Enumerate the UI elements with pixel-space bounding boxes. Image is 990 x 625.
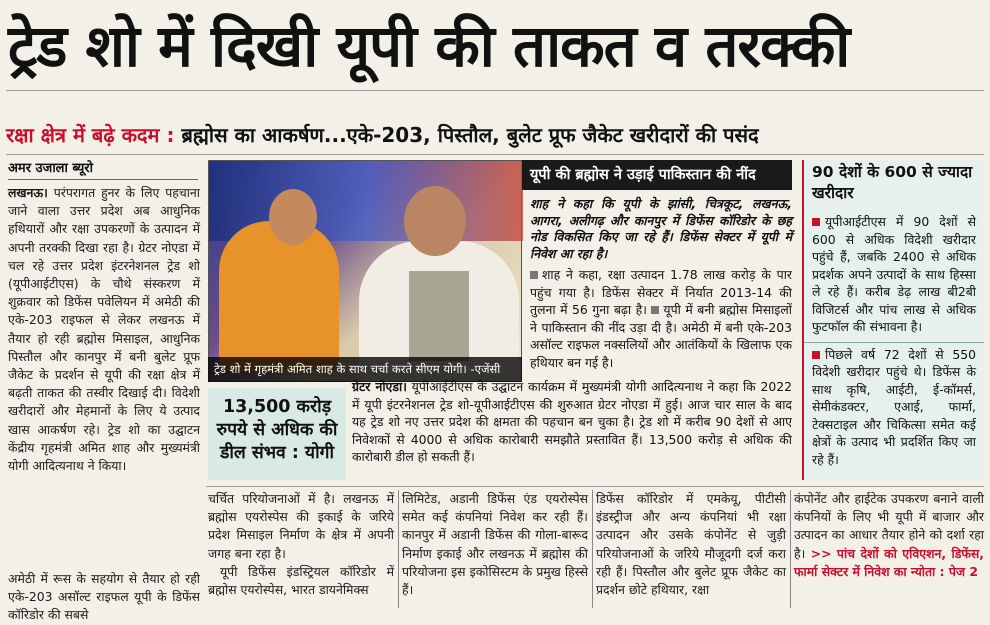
sidebar-item: यूपीआईटीएस में 90 देशों से 600 से अधिक विदेशी खरीदार पहुंचे हैं, जबकि 2400 से अधिक प्रदर्शक अपने उत्पादों के साथ हिस्सा ले रहे हैं। करीब डेढ़ लाख बी2बी विजिटर्स और पांच लाख से अधिक फुटफॉल की संभावना है।: [812, 214, 976, 334]
article-column-4: डिफेंस कॉरिडोर में एमकेयू, पीटीसी इंडस्ट्रीज और अन्य कंपनियां भी रक्षा उत्पादन और उसके कंपोनेंट से जुड़ी परियोजनाओं के जरिये मौजूदगी दर्ज करा रही हैं। पिस्तौल और बुलेट प्रूफ जैकेट का प्रदर्शन छोटे हथियार, रक्षा: [596, 491, 786, 598]
subheadline: [6, 120, 986, 150]
box-paragraph: यूपी में बनी ब्रह्मोस मिसाइलों ने पाकिस्तान की नींद उड़ा दी है। अमेठी में बनी एके-203 असॉल्ट राइफल नक्सलियों और आतंकियों के खिलाफ एक हथियार बन गई है।: [530, 302, 792, 370]
dateline: ग्रेटर नोएडा।: [352, 379, 407, 394]
byline: अमर उजाला ब्यूरो: [8, 160, 198, 180]
article-column-5: कंपोनेंट और हाईटेक उपकरण बनाने वाली कंपनियों के लिए भी यूपी में बाजार और उत्पादन का आधार तैयार होने को दर्शा रहा है। >> पांच देशों को एविएशन, डिफेंस, फार्मा सेक्टर में निवेश का न्योता : पेज 2: [794, 491, 984, 579]
box-paragraph: शाह ने कहा, रक्षा उत्पादन 1.78 लाख करोड़ के पार पहुंच गया है। डिफेंस सेक्टर में निर्यात 2013-14 की तुलना में 56 गुना बढ़ा है।: [530, 267, 792, 317]
box-title: यूपी की ब्रह्मोस ने उड़ाई पाकिस्तान की नींद: [522, 160, 792, 190]
subhead-kicker: रक्षा क्षेत्र में बढ़े कदम :: [6, 123, 175, 147]
lead-paragraph: [352, 378, 792, 480]
subhead-text: ब्रह्मोस का आकर्षण...एके-203, पिस्तौल, बुलेट प्रूफ जैकेट खरीदारों की पसंद: [174, 123, 759, 147]
divider: [6, 90, 984, 91]
divider: [6, 154, 984, 155]
box-content: [530, 196, 792, 371]
pull-quote: 13,500 करोड़ रुपये से अधिक की डील संभव : योगी: [208, 388, 346, 480]
article-column-1-continued: अमेठी में रूस के सहयोग से तैयार हो रही एके-203 असॉल्ट राइफल यूपी के डिफेंस कॉरिडोर की सबसे: [8, 571, 200, 623]
dateline: लखनऊ।: [8, 185, 48, 200]
page-reference-link[interactable]: >> पांच देशों को एविएशन, डिफेंस, फार्मा सेक्टर में निवेश का न्योता : पेज 2: [794, 545, 984, 579]
bullet-square-icon: [530, 271, 538, 279]
headline: ट्रेड शो में दिखी यूपी की ताकत व तरक्की: [8, 12, 850, 80]
article-column-2: चर्चित परियोजनाओं में है। लखनऊ में ब्रह्मोस एयरोस्पेस की इकाई के जरिये प्रदेश मिसाइल निर्माण के क्षेत्र में अपनी जगह बना रहा है। यूपी डिफेंस इंडस्ट्रियल कॉरिडोर में ब्रह्मोस एयरोस्पेस, भारत डायनेमिक्स: [208, 491, 394, 598]
article-column-1: [8, 184, 200, 482]
sidebar-box: [802, 160, 984, 480]
lead-text: यूपीआईटीएस के उद्घाटन कार्यक्रम में मुख्यमंत्री योगी आदित्यनाथ ने कहा कि 2022 में यूपी इंटरनेशनल ट्रेड शो-यूपीआईटीएस की शुरुआत ग्रेटर नोएडा में हुई। आज चार साल के बाद यह ट्रेड शो नए उत्तर प्रदेश की क्षमता की पहचान बन चुका है। ट्रेड शो में करीब 90 देशों से आए निवेशकों से 4000 से अधिक कारोबारी समझौते प्रस्तावित हैं। 13,500 करोड़ से अधिक की कारोबारी डील हो सकती हैं।: [352, 379, 792, 464]
divider: [206, 486, 984, 487]
article-column-3: लिमिटेड, अडानी डिफेंस एंड एयरोस्पेस समेत कई कंपनियां निवेश कर रही हैं। कानपुर में अडानी डिफेंस की गोला-बारूद निर्माण इकाई और लखनऊ में ब्रह्मोस की परियोजना इस इकोसिस्टम के प्रमुख हिस्से हैं।: [402, 491, 588, 598]
box-italic-text: शाह ने कहा कि यूपी के झांसी, चित्रकूट, लखनऊ, आगरा, अलीगढ़ और कानपुर में डिफेंस कॉरिडोर के छह नोड विकसित किए जा रहे हैं। डिफेंस सेक्टर में यूपी में निवेश आ रहा है।: [530, 196, 792, 261]
sidebar-item: पिछले वर्ष 72 देशों से 550 विदेशी खरीदार पहुंचे थे। डिफेंस के साथ कृषि, आईटी, ई-कॉमर्स, सेमीकंडक्टर, एआई, फार्मा, टेक्सटाइल और चिकित्सा समेत कई क्षेत्रों के उत्पाद भी प्रदर्शित किए जा रहे हैं।: [804, 342, 984, 475]
bullet-square-icon: [651, 306, 659, 314]
sidebar-title: 90 देशों के 600 से ज्यादा खरीदार: [812, 163, 973, 202]
bullet-square-icon: [812, 351, 820, 359]
photo-caption: ट्रेड शो में गृहमंत्री अमित शाह के साथ चर्चा करते सीएम योगी। -एजेंसी: [208, 357, 522, 382]
article-paragraph: परंपरागत हुनर के लिए पहचाना जाने वाला उत्तर प्रदेश अब आधुनिक हथियारों और रक्षा उपकरणों के उत्पादन में अपनी तरक्की दिखा रहा है। ग्रेटर नोएडा में चल रहे उत्तर प्रदेश इंटरनेशनल ट्रेड शो (यूपीआईटीएस) के चौथे संस्करण में शुक्रवार को डिफेंस पवेलियन में अमेठी की एके-203 राइफल से लेकर लखनऊ में तैयार हो रही ब्रह्मोस मिसाइल, आधुनिक पिस्तौल और कानपुर में बनी बुलेट प्रूफ जैकेट के प्रदर्शन से यूपी की रक्षा क्षेत्र में बढ़ती ताकत की तस्वीर दिखाई दी। विदेशी खरीदारों और मेहमानों के लिए ये उत्पाद खास आकर्षण रहे। ट्रेड शो का उद्घाटन केंद्रीय गृहमंत्री अमित शाह और मुख्यमंत्री योगी आदित्यनाथ ने किया।: [8, 185, 200, 474]
bullet-square-icon: [812, 218, 820, 226]
news-photo: [208, 160, 522, 382]
